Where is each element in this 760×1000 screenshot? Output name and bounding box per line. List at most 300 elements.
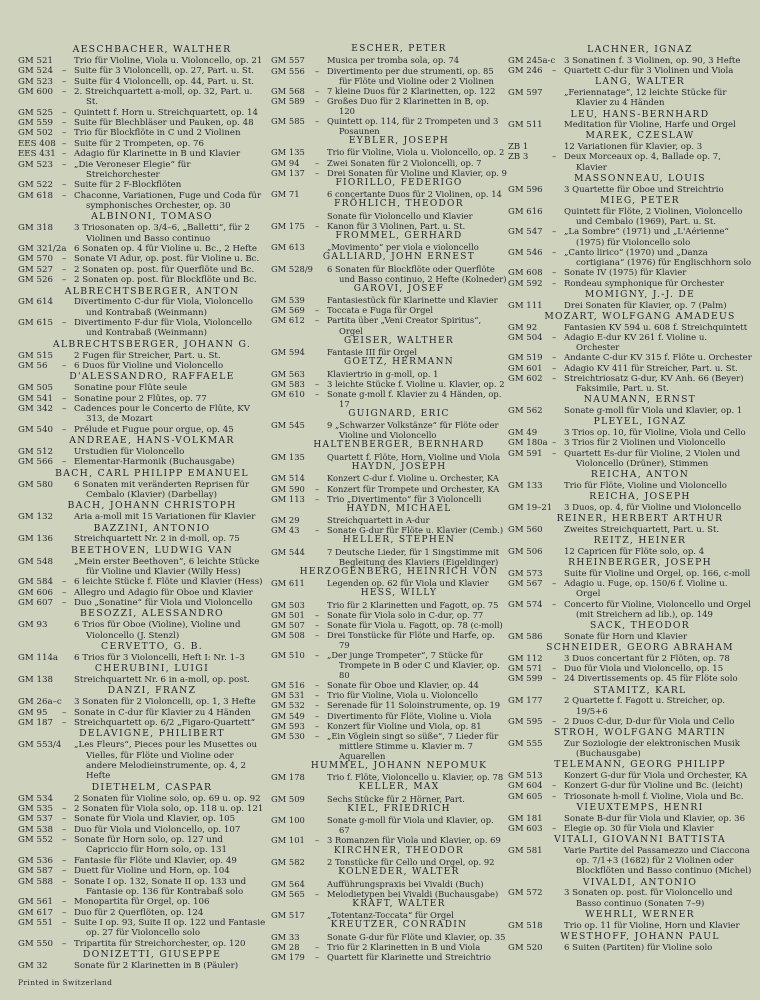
catalog-entry: [271, 158, 507, 168]
catalog-entry: [271, 389, 507, 409]
composer-heading: TELEMANN, GEORG PHILIPP: [554, 759, 726, 771]
catalog-number: GM 515: [18, 350, 53, 361]
composer-heading: LANG, WALTER: [594, 76, 686, 88]
work-description: Trio für Flöte, Violine und Violoncello: [564, 480, 727, 491]
composer-heading: PLEYEL, IGNAZ: [593, 416, 687, 428]
continuation-dash: –: [62, 404, 67, 415]
continuation-dash: –: [62, 424, 67, 435]
continuation-dash: –: [62, 835, 67, 845]
continuation-dash: [62, 480, 74, 501]
catalog-entry: [271, 932, 507, 942]
work-description: „Totentanz-Toccata“ für Orgel: [327, 910, 454, 921]
work-description: 7 Deutsche Lieder, für 1 Singstimme mit Begleitung des Klaviers (Eigeldinger): [327, 546, 500, 567]
work-description: Duo „Sonatine“ für Viola und Violoncello: [74, 598, 253, 609]
continuation-dash: –: [315, 700, 320, 711]
catalog-entry: [271, 452, 507, 462]
catalog-number: GM 611: [271, 578, 305, 589]
catalog-entry: [271, 889, 507, 899]
work-description: 2 Sonaten für Violine solo, op. 69 u. op. 92: [74, 793, 261, 804]
continuation-dash: –: [552, 791, 557, 802]
catalog-entry: [18, 351, 266, 361]
work-description: 6 Sonaten mit veränderten Reprisen für Cembalo (Klavier) (Darbellay): [74, 479, 250, 500]
continuation-dash: –: [552, 353, 557, 364]
catalog-number: GM 614: [18, 297, 53, 308]
catalog-entry: [271, 347, 507, 357]
catalog-entry: [18, 897, 266, 907]
catalog-number: ZB 1: [508, 142, 529, 153]
catalog-entry: [508, 569, 752, 579]
catalog-number: GM 545: [271, 420, 305, 431]
continuation-dash: –: [315, 65, 320, 76]
catalog-entry: [508, 374, 752, 395]
continuation-dash: –: [62, 457, 67, 468]
catalog-entry: [271, 700, 507, 710]
catalog-entry: [271, 910, 507, 920]
catalog-number: GM 321/2a: [18, 244, 67, 255]
work-description: Konzert für Violine und Viola, op. 81: [327, 720, 482, 731]
catalog-number: GM 582: [271, 857, 305, 867]
catalog-entry: [508, 248, 752, 269]
composer-heading: SACK, THEODOR: [590, 620, 690, 632]
continuation-dash: [62, 620, 74, 641]
catalog-entry: [508, 503, 752, 513]
continuation-dash: [315, 55, 327, 65]
catalog-entry: [508, 481, 752, 491]
catalog-entry: [18, 394, 266, 404]
catalog-number: GM 561: [18, 897, 53, 908]
composer-heading: FIORILLO, FEDERIGO: [335, 177, 463, 188]
catalog-number: GM 573: [508, 568, 543, 579]
continuation-dash: –: [62, 577, 67, 588]
work-description: 3 Trios op. 10, für Violine, Viola und Cello: [564, 428, 746, 439]
work-description: Fantasie für Flöte und Klavier, op. 49: [74, 855, 237, 866]
work-description: Sonate G-dur für Flöte u. Klavier (Cemb.): [327, 525, 504, 536]
composer-heading: KELLER, MAX: [358, 782, 440, 793]
catalog-number: GM 603: [508, 823, 543, 834]
continuation-dash: [315, 147, 327, 157]
work-description: Sonatine pour 2 Flûtes, op. 77: [74, 393, 207, 404]
catalog-entry: [508, 674, 752, 684]
catalog-number: GM 593: [271, 720, 305, 731]
composer-heading: ALBINONI, TOMASO: [91, 211, 213, 223]
catalog-number: GM 544: [271, 546, 305, 557]
catalog-number: GM 525: [18, 107, 53, 118]
catalog-entry: [18, 675, 266, 685]
work-description: Drei Tonstücke für Flöte und Harfe, op. 79: [327, 630, 495, 651]
composer-heading: D'ALESSANDRO, RAFFAELE: [69, 371, 235, 383]
continuation-dash: [552, 696, 564, 717]
work-description: 3 Sonaten op. post. für Violoncello und Basso continuo (Sonaten 7–9): [564, 888, 733, 909]
continuation-dash: –: [552, 823, 557, 834]
composer-heading: FRÖHLICH, THEODOR: [334, 199, 464, 210]
catalog-number: GM 537: [18, 814, 53, 825]
catalog-number: GM 548: [18, 556, 53, 567]
catalog-number: GM 519: [508, 353, 543, 364]
composer-heading: FROMMEL, GERHARD: [335, 230, 463, 241]
work-description: Trio für Violine, Viola u. Violoncello, op. 2: [327, 147, 505, 158]
work-description: Drei Sonaten für Klavier, op. 7 (Palm): [564, 300, 727, 311]
catalog-entry: [508, 739, 752, 760]
catalog-number: GM 613: [271, 242, 305, 253]
catalog-entry: [18, 918, 266, 939]
work-description: 3 Duos, op. 4, für Violine und Violoncello: [564, 502, 742, 513]
work-description: Suite für Blechbläser und Pauken, op. 48: [74, 118, 254, 129]
catalog-entry: [18, 866, 266, 876]
continuation-dash: –: [315, 157, 320, 168]
work-description: Quintett für Flöte, 2 Violinen, Violoncello und Cembalo (1969), Part. u. St.: [564, 206, 743, 227]
work-description: Sonate für Horn solo, op. 127 und Capriccio für Horn solo, op. 131: [74, 835, 227, 856]
catalog-entry: [18, 835, 266, 856]
catalog-entry: [271, 610, 507, 620]
work-description: Cadences pour le Concerto de Flûte, KV 313, de Mozart: [74, 404, 250, 425]
catalog-number: GM 552: [18, 835, 53, 845]
catalog-entry: [18, 180, 266, 190]
catalog-number: GM 610: [271, 388, 305, 399]
continuation-dash: –: [315, 730, 320, 741]
continuation-dash: [552, 503, 564, 513]
catalog-number: GM 100: [271, 815, 305, 826]
continuation-dash: –: [62, 897, 67, 908]
continuation-dash: [315, 578, 327, 588]
composer-heading: BAZZINI, ANTONIO: [93, 522, 211, 534]
continuation-dash: –: [315, 951, 320, 962]
catalog-entry: [18, 557, 266, 578]
continuation-dash: [552, 525, 564, 535]
continuation-dash: –: [315, 680, 320, 691]
catalog-entry: [18, 939, 266, 949]
work-description: 12 Variationen für Klavier, op. 3: [564, 142, 703, 153]
continuation-dash: [315, 547, 327, 567]
catalog-number: GM 607: [18, 598, 53, 609]
catalog-entry: [508, 428, 752, 438]
continuation-dash: –: [62, 275, 67, 286]
work-description: Sonate B-dur für Viola und Klavier, op. 36: [564, 813, 746, 824]
catalog-number: GM 508: [271, 630, 305, 640]
continuation-dash: [315, 879, 327, 889]
composer-heading: EYBLER, JOSEPH: [348, 135, 450, 146]
continuation-dash: –: [62, 587, 67, 598]
work-description: 2 Sonaten op. post. für Blockflöte und Bc.: [74, 275, 257, 286]
composer-heading: WEHRLI, WERNER: [585, 908, 695, 920]
composer-heading: STAMITZ, KARL: [593, 684, 687, 696]
work-description: 2 Duos C-dur, D-dur für Viola und Cello: [564, 716, 735, 727]
continuation-dash: –: [315, 378, 320, 389]
catalog-number: GM 615: [18, 318, 53, 329]
catalog-entry: [18, 265, 266, 275]
catalog-entry: [18, 404, 266, 425]
catalog-entry: [271, 66, 507, 86]
work-description: Streichquartett Nr. 2 in d-moll, op. 75: [74, 534, 240, 545]
catalog-number: GM 526: [18, 275, 53, 286]
catalog-entry: [508, 717, 752, 727]
continuation-dash: –: [315, 710, 320, 721]
work-description: Andante C-dur KV 315 f. Flöte u. Orchester: [564, 353, 752, 364]
catalog-entry: [508, 301, 752, 311]
catalog-number: GM 175: [271, 220, 305, 231]
work-description: Trio für Blockflöte in C und 2 Violinen: [74, 128, 241, 139]
work-description: 3 Sonaten für 2 Violoncelli, op. 1, 3 Hefte: [74, 697, 256, 708]
continuation-dash: –: [552, 438, 557, 449]
catalog-entry: [18, 447, 266, 457]
catalog-entry: [508, 943, 752, 953]
work-description: „Feriennatage“, 12 leichte Stücke für Klavier zu 4 Händen: [564, 87, 727, 109]
catalog-number: GM 617: [18, 907, 53, 918]
work-description: Drei Sonaten für Violine und Klavier, op. 9: [327, 167, 507, 178]
catalog-entry: [18, 77, 266, 87]
work-description: Monopartita für Orgel, op. 106: [74, 897, 210, 908]
catalog-number: GM 589: [271, 95, 305, 106]
continuation-dash: –: [552, 268, 557, 279]
work-description: 3 Sonatinen f. 3 Violinen, op. 90, 3 Hefte: [564, 55, 741, 66]
catalog-number: GM 111: [508, 300, 543, 311]
catalog-number: GM 522: [18, 180, 53, 191]
continuation-dash: –: [552, 152, 557, 163]
work-description: Chaconne, Variationen, Fuge und Coda für symphonisches Orchester, op. 30: [74, 190, 262, 212]
continuation-dash: –: [315, 690, 320, 701]
catalog-number: GM 101: [271, 835, 305, 846]
catalog-number: GM 559: [18, 118, 53, 129]
continuation-dash: –: [62, 361, 67, 372]
catalog-number: GM 187: [18, 717, 53, 728]
catalog-number: GM 538: [18, 824, 53, 835]
work-description: Duo für 2 Querflöten, op. 124: [74, 907, 204, 918]
catalog-entry: [18, 480, 266, 501]
work-description: Prélude et Fugue pour orgue, op. 45: [74, 424, 234, 435]
catalog-number: GM 574: [508, 599, 543, 610]
continuation-dash: –: [552, 363, 557, 374]
continuation-dash: –: [315, 525, 320, 536]
continuation-dash: [552, 207, 564, 228]
work-description: Zweites Streichquartett, Part. u. St.: [564, 524, 720, 535]
catalog-entry: [271, 147, 507, 157]
work-description: Aufführungspraxis bei Vivaldi (Buch): [327, 878, 484, 889]
work-description: Sonate für Oboe und Klavier, op. 44: [327, 680, 479, 691]
work-description: Sonate für Violoncello und Klavier: [327, 210, 473, 221]
catalog-entry: [18, 361, 266, 371]
work-description: Klaviertrio in g-moll, op. 1: [327, 368, 439, 379]
catalog-entry: [271, 168, 507, 178]
catalog-number: GM 600: [18, 86, 53, 97]
catalog-number: GM 551: [18, 918, 53, 928]
catalog-number: GM 512: [18, 446, 53, 457]
continuation-dash: [62, 557, 74, 578]
composer-heading: MASSONNEAU, LOUIS: [574, 173, 706, 184]
work-description: Quartett für Klarinette und Streichtrio: [327, 951, 491, 962]
catalog-number: GM 505: [18, 383, 53, 394]
continuation-dash: [315, 211, 327, 221]
composer-heading: WESTHOFF, JOHANN PAUL: [560, 930, 720, 942]
work-description: 3 Trios für 2 Violinen und Violoncello: [564, 438, 726, 449]
continuation-dash: –: [62, 264, 67, 275]
work-description: Sonate IV (1975) für Klavier: [564, 268, 687, 279]
work-description: Musica per tromba sola, op. 74: [327, 55, 460, 66]
continuation-dash: –: [62, 938, 67, 949]
continuation-dash: [552, 771, 564, 781]
catalog-entry: [271, 630, 507, 650]
catalog-entry: [18, 56, 266, 66]
work-description: Sonate für Viola u. Fagott, op. 78 (c-moll): [327, 619, 503, 630]
continuation-dash: [552, 428, 564, 438]
work-description: 3 Duos concertant für 2 Flöten, op. 78: [564, 653, 730, 664]
catalog-column-2: [271, 44, 507, 962]
catalog-number: GM 556: [271, 65, 305, 76]
catalog-entry: [18, 128, 266, 138]
catalog-number: GM 594: [271, 347, 305, 358]
catalog-number: GM 567: [508, 579, 543, 590]
work-description: Streichquartett Nr. 6 in a-moll, op. post.: [74, 675, 250, 686]
catalog-number: GM 608: [508, 268, 543, 279]
continuation-dash: [315, 242, 327, 252]
catalog-entry: [271, 211, 507, 221]
catalog-entry: [18, 139, 266, 149]
continuation-dash: –: [315, 315, 320, 326]
catalog-entry: [271, 86, 507, 96]
catalog-number: GM 523: [18, 76, 53, 87]
work-description: „Mein erster Beethoven“, 6 leichte Stücke für Violine und Klavier (Willy Hess): [74, 556, 260, 577]
work-description: Trio f. Flöte, Violoncello u. Klavier, op. 78: [327, 772, 504, 783]
catalog-entry: [508, 185, 752, 195]
catalog-number: GM 570: [18, 254, 53, 265]
catalog-number: GM 581: [508, 845, 543, 856]
catalog-entry: [271, 96, 507, 116]
continuation-dash: –: [62, 190, 67, 201]
continuation-dash: [552, 120, 564, 130]
composer-heading: KIRCHNER, THEODOR: [333, 845, 465, 856]
continuation-dash: –: [62, 107, 67, 118]
composer-heading: REICHA, JOSEPH: [589, 491, 691, 503]
continuation-dash: –: [552, 781, 557, 792]
catalog-number: GM 599: [508, 674, 543, 685]
work-description: Divertimento C-dur für Viola, Violoncello und Kontrabaß (Weinmann): [74, 297, 253, 318]
catalog-entry: [18, 275, 266, 285]
catalog-number: GM 555: [508, 738, 543, 749]
composer-heading: ALBRECHTSBERGER, ANTON: [64, 285, 240, 297]
continuation-dash: –: [552, 227, 557, 238]
work-description: Konzert C-dur f. Violine u. Orchester, KA: [327, 473, 499, 484]
printed-in-note: Printed in Switzerland: [18, 978, 113, 987]
work-description: Fantasie III für Orgel: [327, 347, 418, 358]
continuation-dash: [552, 921, 564, 931]
work-description: Toccata e Fuga für Orgel: [327, 305, 434, 316]
catalog-number: GM 511: [508, 120, 543, 131]
catalog-entry: [271, 879, 507, 889]
continuation-dash: –: [315, 720, 320, 731]
catalog-entry: [508, 547, 752, 557]
work-description: Fantasiestück für Klarinette und Klavier: [327, 295, 498, 306]
work-description: 6 Sonaten für Blockflöte oder Querflöte und Basso continuo, 2 Hefte (Kolneder): [327, 263, 507, 284]
catalog-number: GM 509: [271, 793, 305, 804]
continuation-dash: [62, 351, 74, 361]
work-description: 6 Trios für Oboe (Violine), Violine und Violoncello (J. Stenzl): [74, 620, 241, 641]
catalog-entry: [18, 108, 266, 118]
work-description: 2 Tonstücke für Cello und Orgel, op. 92: [327, 857, 495, 867]
work-description: Sonate I op. 132, Sonate II op. 133 und Fantasie op. 136 für Kontrabaß solo: [74, 876, 247, 897]
catalog-entry: [271, 525, 507, 535]
work-description: 6 Duos für Violine und Violoncello: [74, 361, 224, 372]
catalog-entry: [18, 149, 266, 159]
work-description: Suite für 2 F-Blockflöten: [74, 180, 182, 191]
work-description: Sonatine pour Flûte seule: [74, 383, 188, 394]
continuation-dash: –: [552, 332, 557, 343]
catalog-number: GM 612: [271, 315, 305, 326]
catalog-entry: [508, 438, 752, 448]
work-description: Serenade für 11 Soloinstrumente, op. 19: [327, 700, 501, 711]
work-description: 6 Sonaten op. 4 für Violine u. Bc., 2 Hefte: [74, 244, 257, 255]
continuation-dash: [552, 654, 564, 664]
work-description: Suite für Violine und Orgel, op. 166, c-moll: [564, 568, 751, 579]
catalog-number: GM 43: [271, 525, 300, 536]
catalog-entry: [508, 449, 752, 470]
catalog-number: GM 503: [271, 599, 305, 610]
catalog-number: GM 583: [271, 378, 305, 389]
continuation-dash: –: [552, 599, 557, 610]
composer-heading: LEU, HANS-BERNHARD: [570, 108, 710, 120]
catalog-number: GM 591: [508, 448, 543, 459]
continuation-dash: [552, 632, 564, 642]
catalog-number: GM 580: [18, 479, 53, 490]
work-description: Streichquartett op. 6/2 „Figaro-Quartett“: [74, 717, 256, 728]
continuation-dash: [552, 846, 564, 877]
continuation-dash: –: [62, 66, 67, 77]
catalog-number: GM 590: [271, 483, 305, 494]
continuation-dash: [62, 653, 74, 663]
catalog-entry: [271, 189, 507, 199]
work-description: „Les Fleurs“, Pieces pour les Musettes ou Vielles, für Flöte und Violine oder andere Melodieinstrumente, op. 4, 2 Hefte: [74, 740, 258, 782]
catalog-number: GM 132: [18, 512, 53, 523]
continuation-dash: [62, 244, 74, 254]
work-description: „Die Veroneser Elegie“ für Streichorchester: [74, 159, 191, 180]
catalog-number: GM 177: [508, 696, 543, 707]
composer-heading: SCHNEIDER, GEORG ABRAHAM: [546, 642, 734, 654]
catalog-number: GM 535: [18, 803, 53, 814]
work-description: Varie Partite del Passamezzo und Ciaccona op. 7/1+3 (1682) für 2 Violinen oder Blockflöten und Basso continuo (Michel): [564, 845, 752, 877]
continuation-dash: –: [315, 115, 320, 126]
continuation-dash: –: [62, 803, 67, 814]
work-description: 3 Romanzen für Viola und Klavier, op. 69: [327, 835, 501, 846]
work-description: Aria a-moll mit 15 Variationen für Klavier: [74, 512, 256, 523]
catalog-number: GM 28: [271, 941, 300, 952]
continuation-dash: [62, 961, 74, 971]
work-description: Quintett f. Horn u. Streichquartett, op. 14: [74, 107, 258, 118]
catalog-number: GM 342: [18, 404, 53, 415]
continuation-dash: –: [552, 448, 557, 459]
continuation-dash: –: [62, 138, 67, 149]
work-description: Elementar-Harmonik (Buchausgabe): [74, 457, 235, 468]
continuation-dash: [315, 473, 327, 483]
catalog-number: GM 602: [508, 373, 543, 384]
work-description: Suite I op. 93, Suite II op. 122 und Fantasie op. 27 für Violoncello solo: [74, 918, 266, 939]
composer-heading: CERVETTO, G. B.: [101, 640, 203, 652]
catalog-number: GM 568: [271, 85, 305, 96]
composer-heading: HELLER, STEPHEN: [342, 535, 456, 546]
continuation-dash: [62, 740, 74, 782]
catalog-number: GM 245a-c: [508, 55, 556, 66]
catalog-entry: [18, 383, 266, 393]
catalog-number: GM 534: [18, 793, 53, 804]
catalog-entry: [508, 525, 752, 535]
catalog-number: GM 560: [508, 524, 543, 535]
catalog-column-3: [508, 44, 752, 953]
continuation-dash: –: [62, 876, 67, 887]
catalog-entry: [18, 877, 266, 898]
catalog-number: GM 135: [271, 451, 305, 462]
catalog-number: GM 587: [18, 866, 53, 877]
catalog-number: GM 592: [508, 278, 543, 289]
composer-heading: BEETHOVEN, LUDWIG VAN: [71, 544, 233, 556]
catalog-number: GM 113: [271, 493, 305, 504]
work-description: Sonate für Viola und Klavier, op. 105: [74, 814, 236, 825]
catalog-entry: [508, 696, 752, 717]
